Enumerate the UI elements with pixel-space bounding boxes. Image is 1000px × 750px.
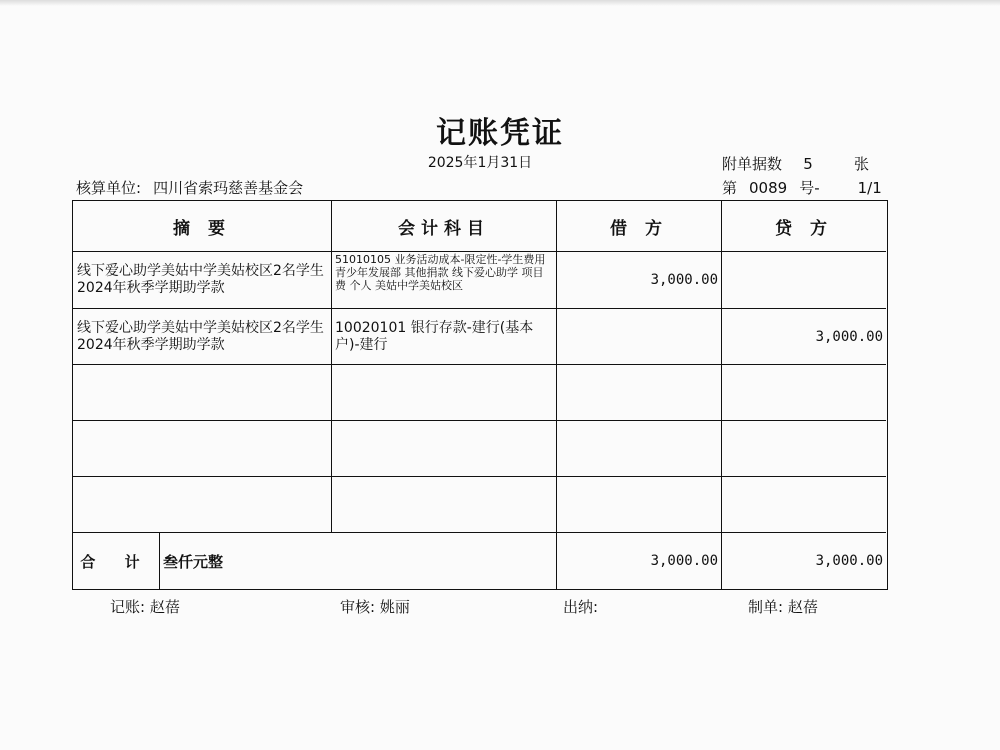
- voucher-number: [722, 177, 882, 198]
- row-divider: [73, 476, 886, 477]
- page-indicator: 1/1: [857, 179, 882, 197]
- voucher-title: 记账凭证: [436, 116, 564, 151]
- row2-credit: 3,000.00: [815, 329, 883, 345]
- scan-edge: [0, 0, 1000, 6]
- unit-name: 四川省索玛慈善基金会: [153, 179, 304, 197]
- total-label: 合 计: [80, 552, 152, 571]
- bookkeeper-signature: 记账: 赵蓓: [110, 598, 180, 616]
- total-credit: 3,000.00: [815, 553, 883, 569]
- row1-debit: 3,000.00: [650, 272, 718, 288]
- attachments-label: 附单据数: [722, 155, 783, 173]
- number-prefix: 第: [722, 179, 738, 197]
- header-account: 会计科目: [398, 219, 490, 239]
- row2-summary: 线下爱心助学美姑中学美姑校区2名学生2024年秋季学期助学款: [77, 320, 324, 353]
- row-divider: [73, 364, 886, 365]
- number-value: 0089: [749, 179, 788, 197]
- col-divider: [159, 533, 160, 589]
- attachments-count: 5: [803, 155, 813, 173]
- attachments-unit: 张: [854, 155, 870, 173]
- header-summary: 摘 要: [173, 219, 231, 239]
- row1-account: 51010105 业务活动成本-限定性-学生费用 青少年发展部 其他捐款 线下爱心助学 项目费 个人 美姑中学美姑校区: [335, 253, 546, 292]
- header-debit: 借 方: [610, 219, 668, 239]
- header-credit: 贷 方: [775, 219, 833, 239]
- col-divider: [721, 201, 722, 589]
- row1-summary: 线下爱心助学美姑中学美姑校区2名学生2024年秋季学期助学款: [77, 263, 324, 296]
- row-divider: [73, 420, 886, 421]
- accounting-unit: [76, 177, 303, 198]
- attachments-info: [722, 153, 869, 174]
- reviewer-signature: 审核: 姚丽: [340, 598, 410, 616]
- cashier-signature: 出纳:: [563, 598, 599, 616]
- row-divider: [73, 308, 886, 309]
- preparer-signature: 制单: 赵蓓: [748, 598, 818, 616]
- row2-account: 10020101 银行存款-建行(基本户)-建行: [335, 320, 534, 353]
- voucher-date: 2025年1月31日: [427, 155, 533, 171]
- voucher-table: [72, 200, 888, 590]
- unit-label: 核算单位:: [76, 179, 142, 197]
- number-suffix: 号-: [799, 179, 820, 197]
- total-in-words: 叁仟元整: [163, 552, 224, 571]
- col-divider: [556, 201, 557, 589]
- total-debit: 3,000.00: [650, 553, 718, 569]
